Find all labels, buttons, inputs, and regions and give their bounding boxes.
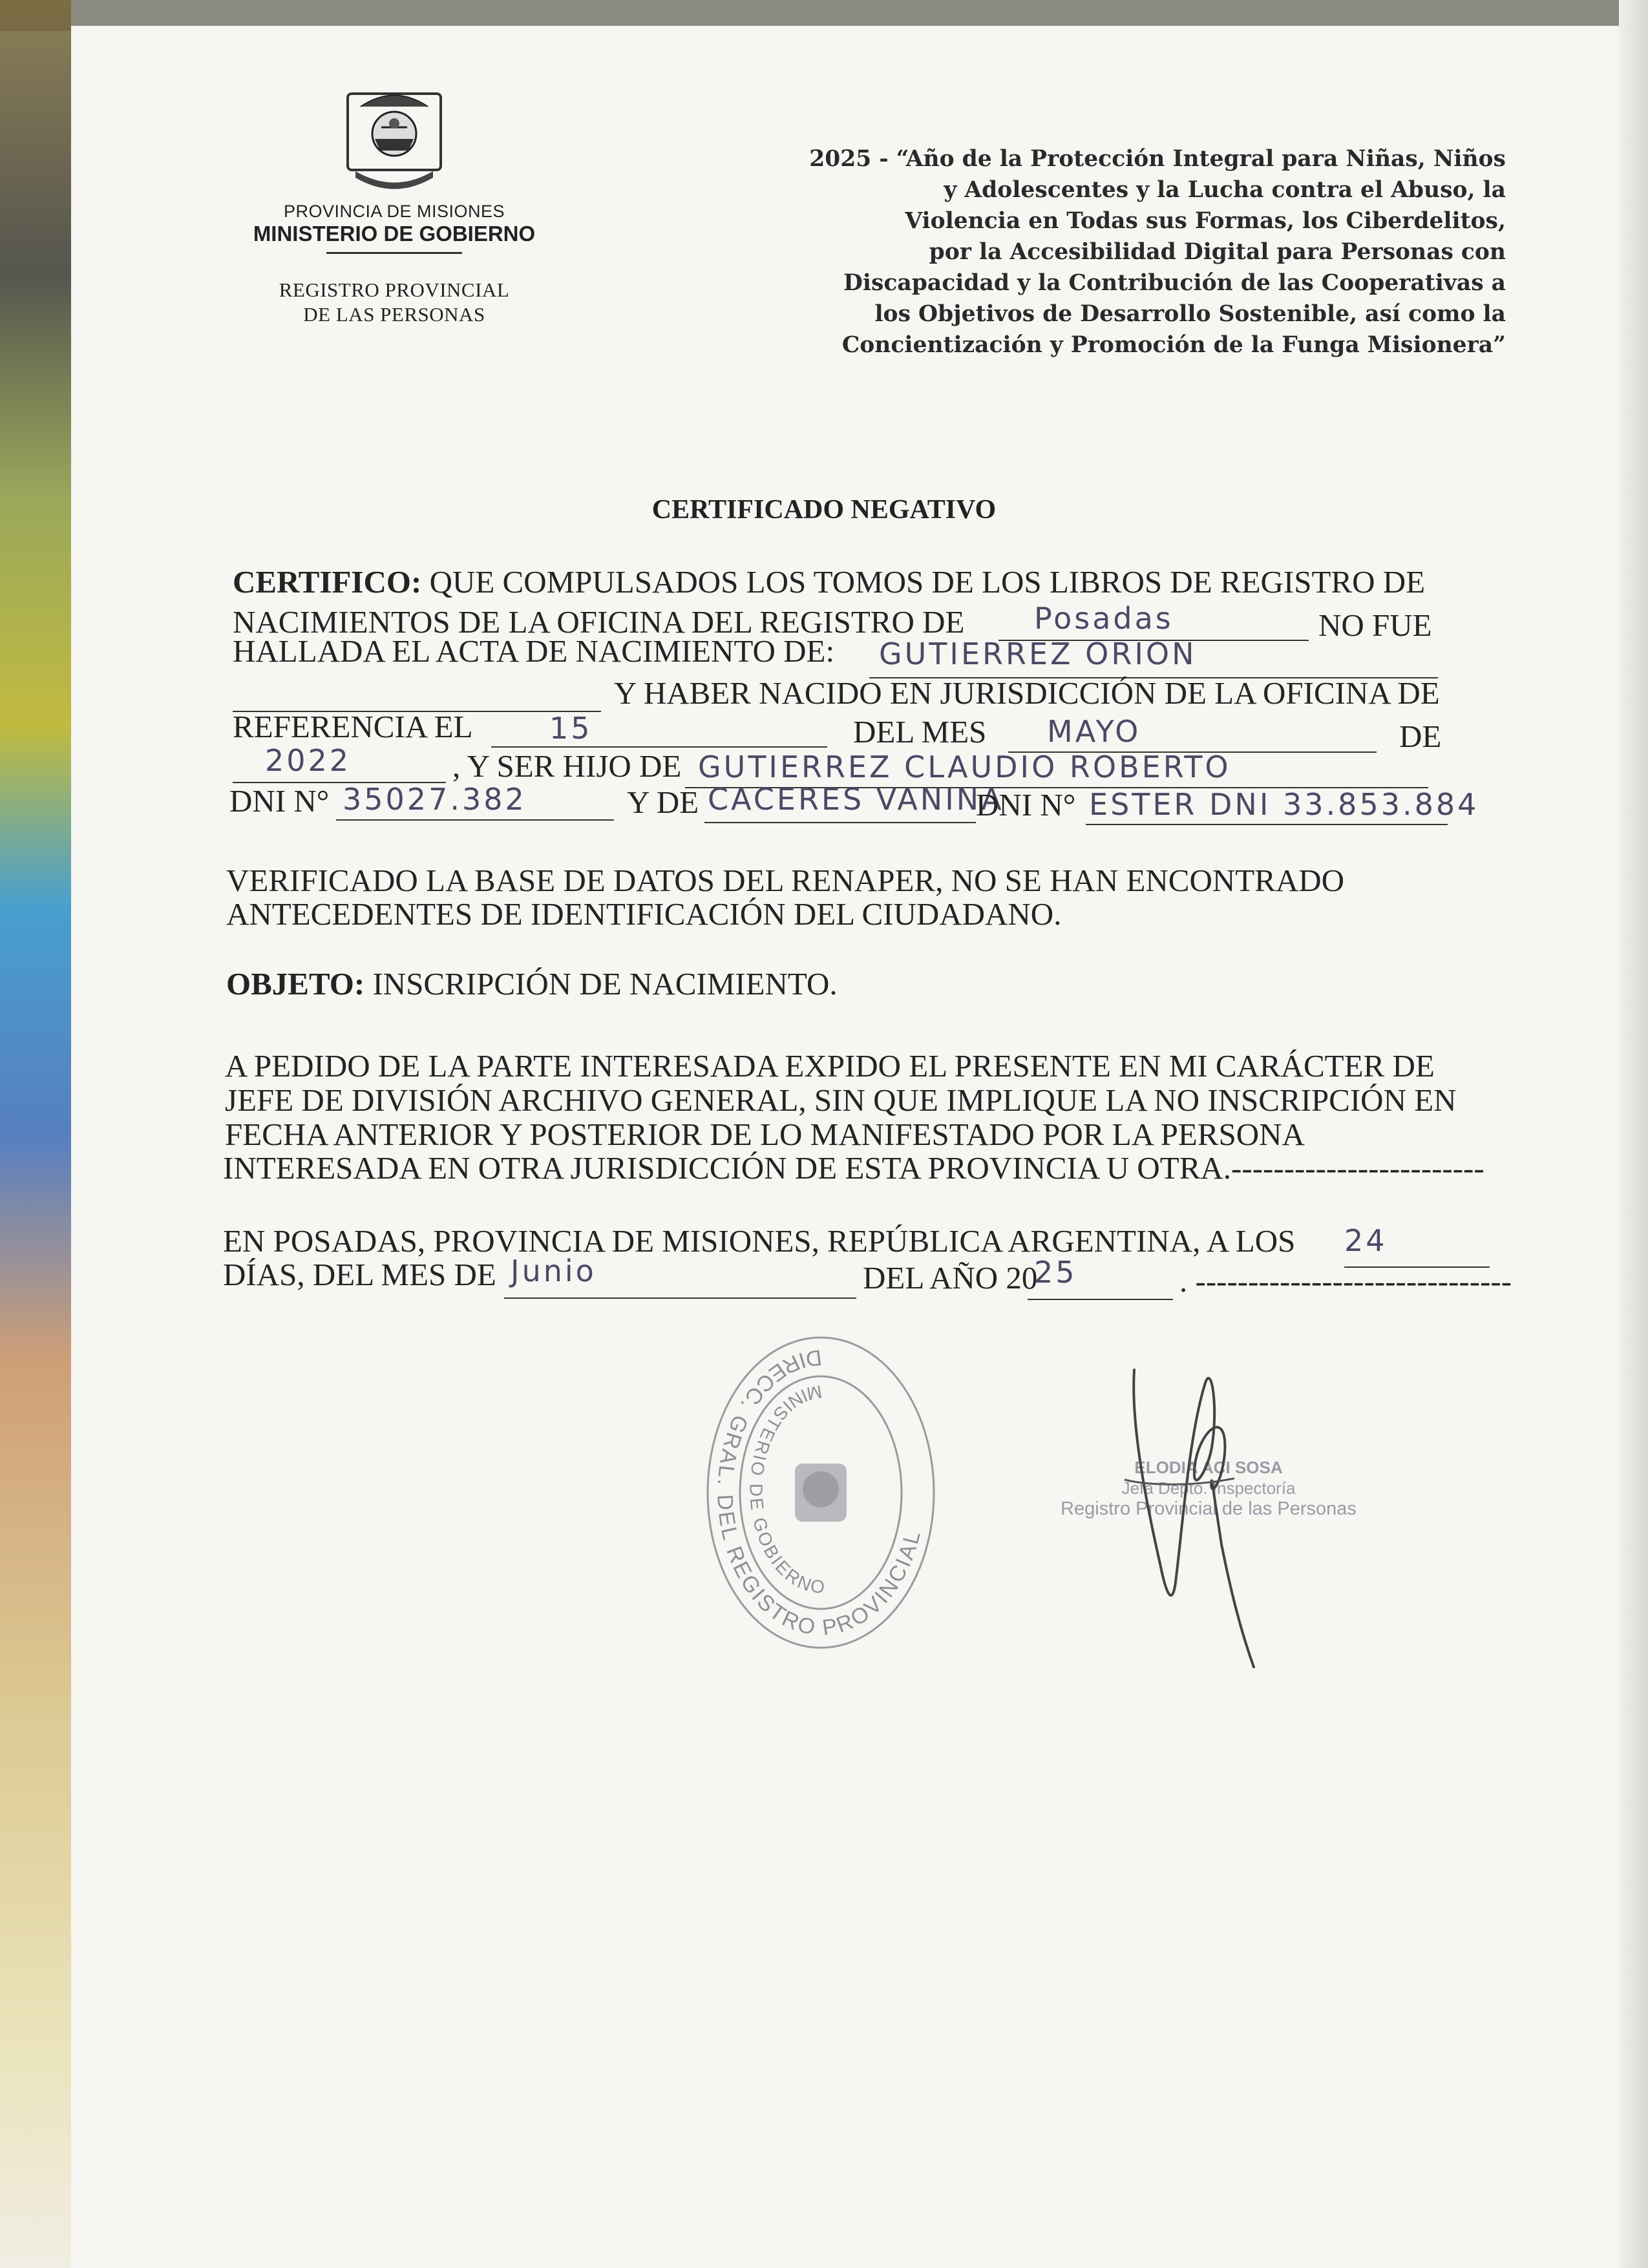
certifico-line-7c: DNI N° xyxy=(976,787,1076,823)
father-handwritten: GUTIERREZ CLAUDIO ROBERTO xyxy=(698,750,1231,784)
sign-month-underline xyxy=(504,1297,856,1299)
sign-month-handwritten: Junio xyxy=(511,1254,597,1288)
mother-underline xyxy=(704,822,976,823)
certifico-line-7a: DNI N° xyxy=(229,783,330,819)
handwritten-signature xyxy=(1099,1331,1293,1693)
year-motto xyxy=(698,143,1506,361)
province-coat-of-arms-logo xyxy=(336,81,452,194)
pedido-line-3: FECHA ANTERIOR Y POSTERIOR DE LO MANIFESTADO POR LA PERSONA xyxy=(225,1117,1305,1152)
name-handwritten: GUTIERREZ ORION xyxy=(879,636,1197,671)
motto-line: Concientización y Promoción de la Funga Misionera” xyxy=(841,332,1506,358)
fecha-line-2c: . ------------------------------ xyxy=(1179,1263,1512,1299)
office-handwritten: Posadas xyxy=(1034,601,1174,636)
mother-dni-underline xyxy=(1086,824,1448,825)
certifico-line-5c: DE xyxy=(1399,719,1442,754)
motto-line: y Adolescentes y la Lucha contra el Abuso, la xyxy=(944,177,1506,203)
official-seal-stamp xyxy=(698,1325,944,1654)
objeto-line: OBJETO: INSCRIPCIÓN DE NACIMIENTO. xyxy=(226,966,838,1002)
mother-dni-handwritten: ESTER DNI 33.853.884 xyxy=(1089,787,1479,822)
scan-edge-right xyxy=(1619,0,1648,2268)
fecha-line-2a: DÍAS, DEL MES DE xyxy=(223,1257,496,1292)
pedido-line-4: INTERESADA EN OTRA JURISDICCIÓN DE ESTA PROVINCIA U OTRA.------------------------ xyxy=(223,1150,1484,1186)
pedido-line-1: A PEDIDO DE LA PARTE INTERESADA EXPIDO EL PRESENTE EN MI CARÁCTER DE xyxy=(225,1048,1435,1084)
certifico-line-5b: DEL MES xyxy=(853,714,987,750)
year-handwritten: 2022 xyxy=(265,743,352,778)
mother-handwritten: CACERES VANINA xyxy=(708,782,1004,817)
document-title: CERTIFICADO NEGATIVO xyxy=(651,495,997,525)
certifico-line-1: CERTIFICO: QUE COMPULSADOS LOS TOMOS DE LOS LIBROS DE REGISTRO DE xyxy=(233,564,1426,600)
day-handwritten: 15 xyxy=(549,711,593,746)
objeto-label: OBJETO: xyxy=(226,966,365,1002)
renaper-line-1: VERIFICADO LA BASE DE DATOS DEL RENAPER, NO SE HAN ENCONTRADO xyxy=(226,863,1345,898)
father-dni-underline xyxy=(336,819,614,821)
certifico-line-2b: NO FUE xyxy=(1318,607,1432,643)
registry-name xyxy=(217,278,572,327)
signatory-role: Jefa Depto. Inspectoría xyxy=(1121,1478,1296,1498)
header-divider xyxy=(326,252,462,254)
renaper-line-2: ANTECEDENTES DE IDENTIFICACIÓN DEL CIUDADANO. xyxy=(226,896,1062,932)
scan-edge-left xyxy=(0,0,71,2268)
motto-line: Discapacidad y la Contribución de las Cooperativas a xyxy=(843,270,1506,296)
signatory-name: ELODIA ACI SOSA xyxy=(1134,1458,1283,1477)
sign-year-handwritten: 25 xyxy=(1034,1255,1077,1290)
motto-line: Violencia en Todas sus Formas, los Ciberdelitos, xyxy=(905,208,1506,234)
certifico-line-5a: REFERENCIA EL xyxy=(233,709,473,744)
day-underline xyxy=(491,746,827,748)
pedido-line-2: JEFE DE DIVISIÓN ARCHIVO GENERAL, SIN QUE IMPLIQUE LA NO INSCRIPCIÓN EN xyxy=(225,1082,1457,1118)
certifico-line-3: HALLADA EL ACTA DE NACIMIENTO DE: xyxy=(233,633,835,669)
motto-line: 2025 - “Año de la Protección Integral para Niñas, Niños xyxy=(809,146,1506,172)
certifico-line-4: Y HABER NACIDO EN JURISDICCIÓN DE LA OFICINA DE xyxy=(614,675,1440,711)
certifico-line-2a: NACIMIENTOS DE LA OFICINA DEL REGISTRO DE xyxy=(233,604,965,640)
ministry-name: MINISTERIO DE GOBIERNO xyxy=(253,222,536,246)
registry-line-2: DE LAS PERSONAS xyxy=(303,303,485,326)
seal-outer-text: DIRECC. GRAL. DEL REGISTRO PROVINCIAL xyxy=(712,1345,926,1641)
fecha-line-2b: DEL AÑO 20 xyxy=(863,1260,1038,1296)
certifico-line-7b: Y DE xyxy=(627,784,699,820)
certifico-label: CERTIFICO: xyxy=(233,564,422,600)
fecha-line-1: EN POSADAS, PROVINCIA DE MISIONES, REPÚBLICA ARGENTINA, A LOS xyxy=(223,1223,1296,1259)
registry-line-1: REGISTRO PROVINCIAL xyxy=(279,278,510,301)
signatory-office: Registro Provincial de las Personas xyxy=(1061,1498,1357,1519)
seal-inner-text: MINISTERIO DE GOBIERNO xyxy=(746,1381,827,1597)
motto-line: por la Accesibilidad Digital para Personas con xyxy=(929,239,1506,265)
sign-day-handwritten: 24 xyxy=(1344,1223,1388,1258)
certifico-line-6: , Y SER HIJO DE xyxy=(452,748,682,784)
province-name: PROVINCIA DE MISIONES xyxy=(283,202,505,221)
father-dni-handwritten: 35027.382 xyxy=(343,782,527,817)
sign-year-underline xyxy=(1028,1299,1173,1300)
motto-line: los Objetivos de Desarrollo Sostenible, así como la xyxy=(874,301,1506,327)
month-handwritten: MAYO xyxy=(1047,714,1141,749)
